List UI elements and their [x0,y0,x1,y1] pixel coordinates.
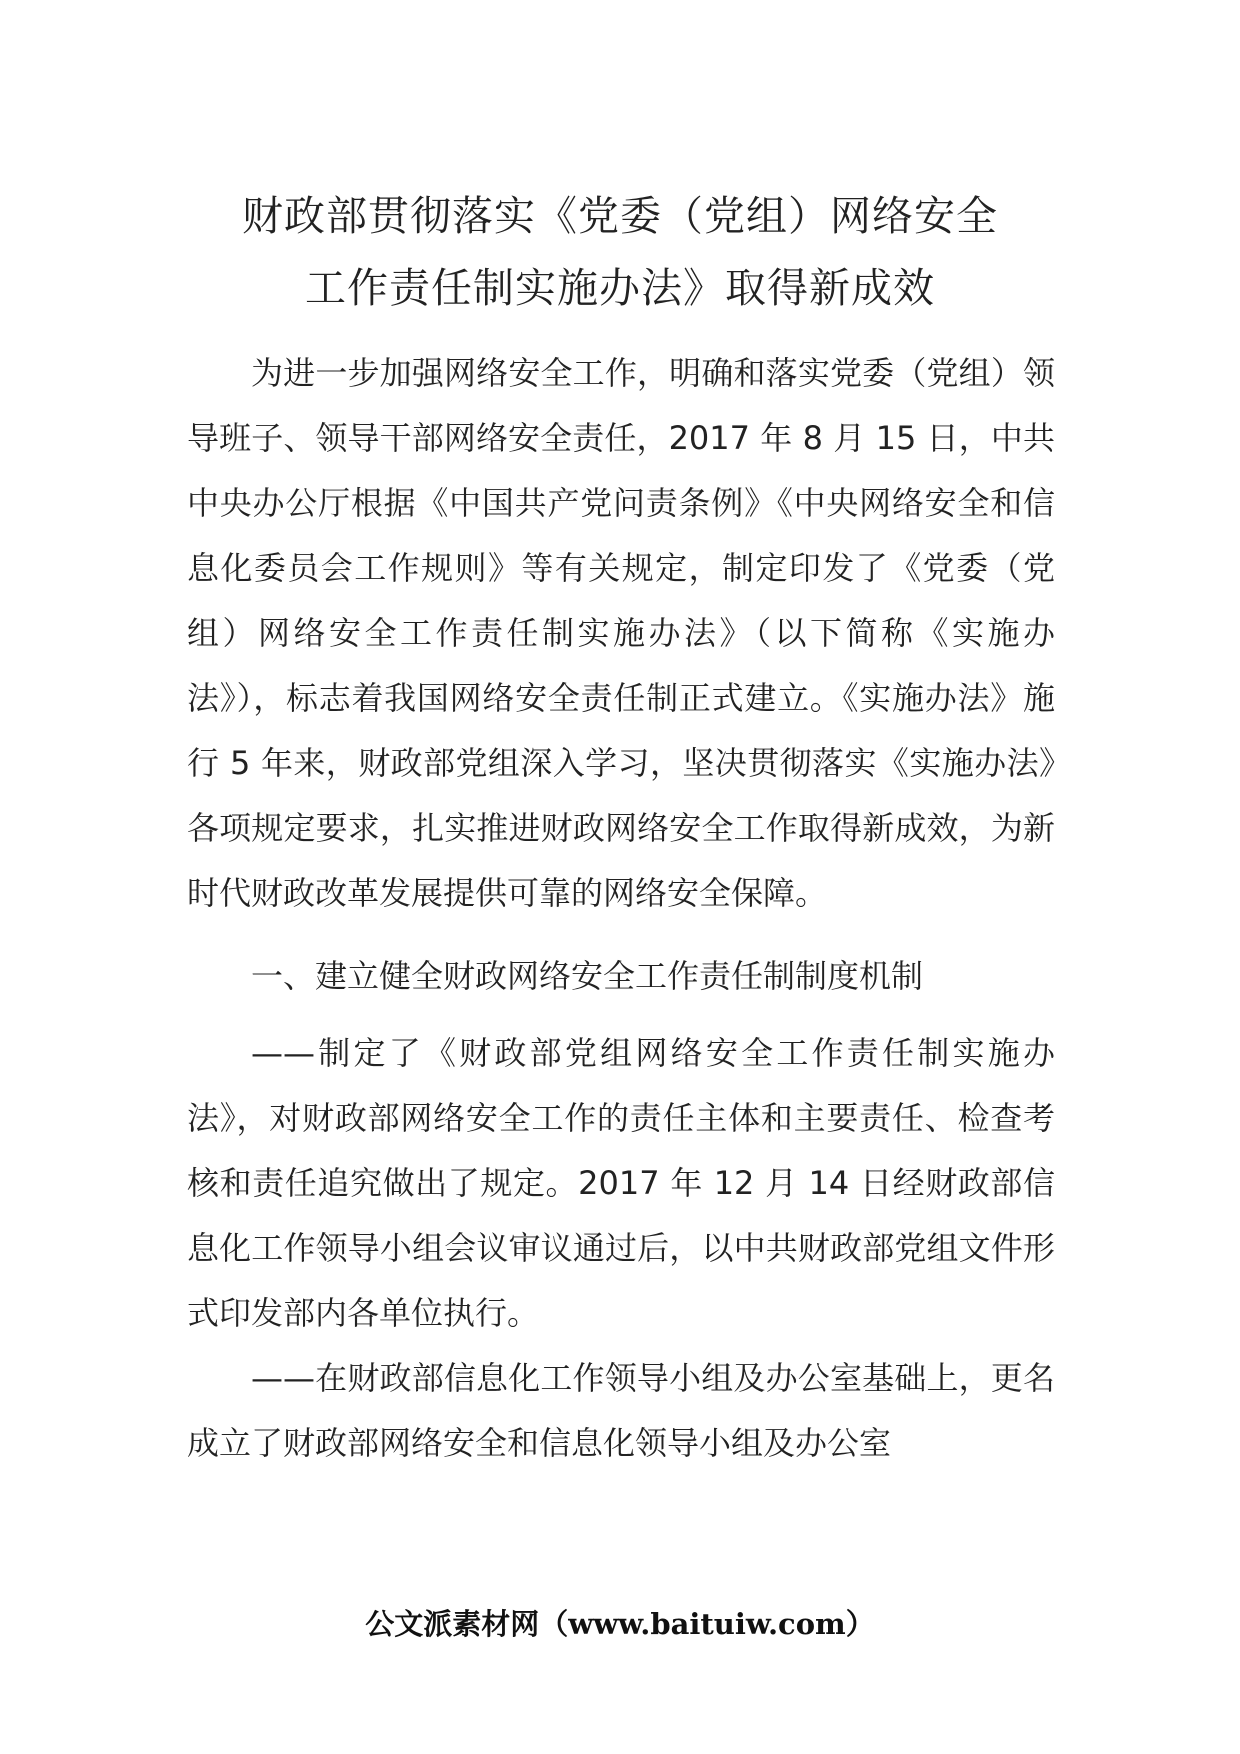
paragraph-measure-2: ——在财政部信息化工作领导小组及办公室基础上，更名成立了财政部网络安全和信息化领导小组及办公室 [187,1359,1055,1462]
document-body [187,341,1055,1476]
paragraph-measure-1: ——制定了《财政部党组网络安全工作责任制实施办法》，对财政部网络安全工作的责任主体和主要责任、检查考核和责任追究做出了规定。2017 年 12 月 14 日经财政部信息化工作领导小组会议审议通过后，以中共财政部党组文件形式印发部内各单位执行。 [187,1034,1055,1332]
document-title [185,180,1055,324]
title-line-2: 工作责任制实施办法》取得新成效 [305,264,935,312]
title-line-1: 财政部贯彻落实《党委（党组）网络安全 [242,192,998,240]
footer-watermark: 公文派素材网（www.baituiw.com） [365,1607,875,1641]
paragraph-intro: 为进一步加强网络安全工作，明确和落实党委（党组）领导班子、领导干部网络安全责任，2017 年 8 月 15 日，中共中央办公厅根据《中国共产党问责条例》《中央网络安全和信息化委员会工作规则》等有关规定，制定印发了《党委（党组）网络安全工作责任制实施办法》（以下简称《实施办法》），标志着我国网络安全责任制正式建立。《实施办法》施行 5 年来，财政部党组深入学习，坚决贯彻落实《实施办法》各项规定要求，扎实推进财政网络安全工作取得新成效，为新时代财政改革发展提供可靠的网络安全保障。 [187,354,1055,912]
section-heading-1: 一、建立健全财政网络安全工作责任制制度机制 [251,957,924,995]
